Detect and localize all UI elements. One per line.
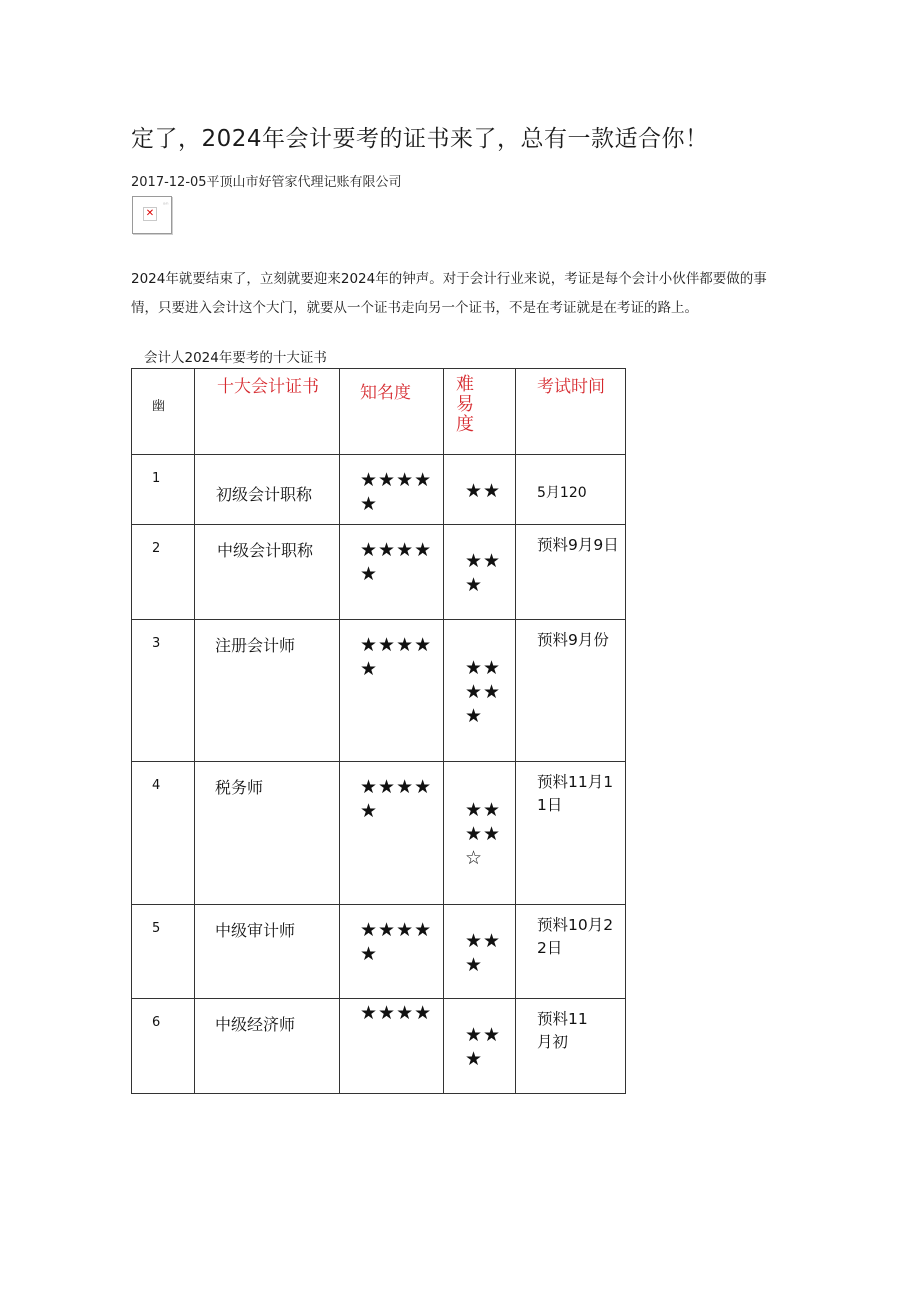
row-num-cell: [132, 525, 195, 620]
row-time: 预料9月9日: [537, 536, 619, 554]
row-time-cell: [516, 455, 626, 525]
row-difficulty-cell: [444, 905, 516, 999]
row-time: 预料9月份: [537, 631, 609, 649]
header-fame-cell: [340, 369, 444, 455]
table-row: [132, 525, 626, 620]
row-time-cell: [516, 999, 626, 1094]
row-difficulty-stars: ★★★: [465, 550, 502, 596]
row-num: 3: [152, 636, 161, 651]
row-difficulty-stars: ★★★: [465, 1024, 502, 1070]
row-name-cell: [195, 525, 340, 620]
row-fame-cell: [340, 999, 444, 1094]
row-fame-stars: ★★★★★: [360, 469, 433, 515]
image-corner-mark: ᵃⁿ: [163, 201, 169, 209]
row-name: 注册会计师: [215, 636, 296, 655]
row-num: 4: [152, 778, 161, 793]
row-difficulty-stars: ★★★: [465, 930, 502, 976]
row-time: 预料11月初: [537, 1010, 588, 1051]
article-title: 定了，2024年会计要考的证书来了，总有一款适合你！: [131, 126, 709, 152]
table-row: [132, 762, 626, 905]
row-name: 中级审计师: [215, 921, 296, 940]
header-num-cell: [132, 369, 195, 455]
row-time: 5月120: [537, 485, 587, 501]
row-name-cell: [195, 905, 340, 999]
row-fame-cell: [340, 762, 444, 905]
header-time: 考试时间: [537, 377, 605, 397]
row-name: 中级经济师: [215, 1015, 296, 1034]
row-name-cell: [195, 999, 340, 1094]
row-difficulty-cell: [444, 525, 516, 620]
row-fame-stars: ★★★★★: [360, 634, 433, 680]
row-fame-cell: [340, 455, 444, 525]
article-paragraph: 2024年就要结束了，立刻就要迎来2024年的钟声。对于会计行业来说，考证是每个会计小伙伴都要做的事情，只要进入会计这个大门，就要从一个证书走向另一个证书，不是在考证就是在考证的路上。: [131, 271, 767, 316]
row-name: 中级会计职称: [217, 541, 314, 560]
row-time-cell: [516, 525, 626, 620]
row-fame-stars: ★★★★★: [360, 776, 433, 822]
row-time-cell: [516, 620, 626, 762]
row-num: 1: [152, 471, 161, 486]
row-fame-stars: ★★★★★: [360, 919, 433, 965]
row-difficulty-cell: [444, 999, 516, 1094]
row-name-cell: [195, 620, 340, 762]
header-num: 幽: [152, 399, 166, 414]
table-caption: 会计人2024年要考的十大证书: [144, 350, 327, 366]
row-num: 2: [152, 541, 161, 556]
row-time: 预料11月11日: [537, 773, 614, 814]
row-fame-cell: [340, 905, 444, 999]
row-num: 6: [152, 1015, 161, 1030]
row-fame-stars: ★★★★★: [360, 539, 433, 585]
table-row: [132, 455, 626, 525]
row-num-cell: [132, 455, 195, 525]
row-name: 税务师: [215, 778, 264, 797]
row-num-cell: [132, 620, 195, 762]
row-time-cell: [516, 905, 626, 999]
table-header-row: [132, 369, 626, 455]
row-difficulty-cell: [444, 762, 516, 905]
row-difficulty-stars: ★★★★★: [465, 657, 502, 727]
article-meta: 2017-12-05平顶山市好管家代理记账有限公司: [131, 175, 402, 190]
row-difficulty-cell: [444, 455, 516, 525]
header-difficulty-cell: [444, 369, 516, 455]
row-num: 5: [152, 921, 161, 936]
header-name: 十大会计证书: [217, 377, 319, 397]
row-difficulty-cell: [444, 620, 516, 762]
image-error-icon: ✕: [143, 207, 157, 221]
table-row: [132, 999, 626, 1094]
row-fame-stars: ★★★★: [360, 1002, 433, 1024]
row-name-cell: [195, 455, 340, 525]
row-difficulty-stars: ★★: [465, 480, 502, 502]
row-time-cell: [516, 762, 626, 905]
row-num-cell: [132, 762, 195, 905]
row-time: 预料10月22日: [537, 916, 614, 957]
table-row: [132, 620, 626, 762]
row-num-cell: [132, 999, 195, 1094]
table-row: [132, 905, 626, 999]
header-time-cell: [516, 369, 626, 455]
row-name-cell: [195, 762, 340, 905]
certificates-table: [131, 368, 626, 1094]
row-num-cell: [132, 905, 195, 999]
header-fame: 知名度: [360, 383, 411, 403]
row-difficulty-stars: ★★★★☆: [465, 799, 502, 869]
row-fame-cell: [340, 620, 444, 762]
header-difficulty: 难易度: [456, 374, 474, 435]
row-fame-cell: [340, 525, 444, 620]
row-name: 初级会计职称: [216, 485, 313, 504]
header-name-cell: [195, 369, 340, 455]
broken-image-icon: [132, 196, 172, 234]
